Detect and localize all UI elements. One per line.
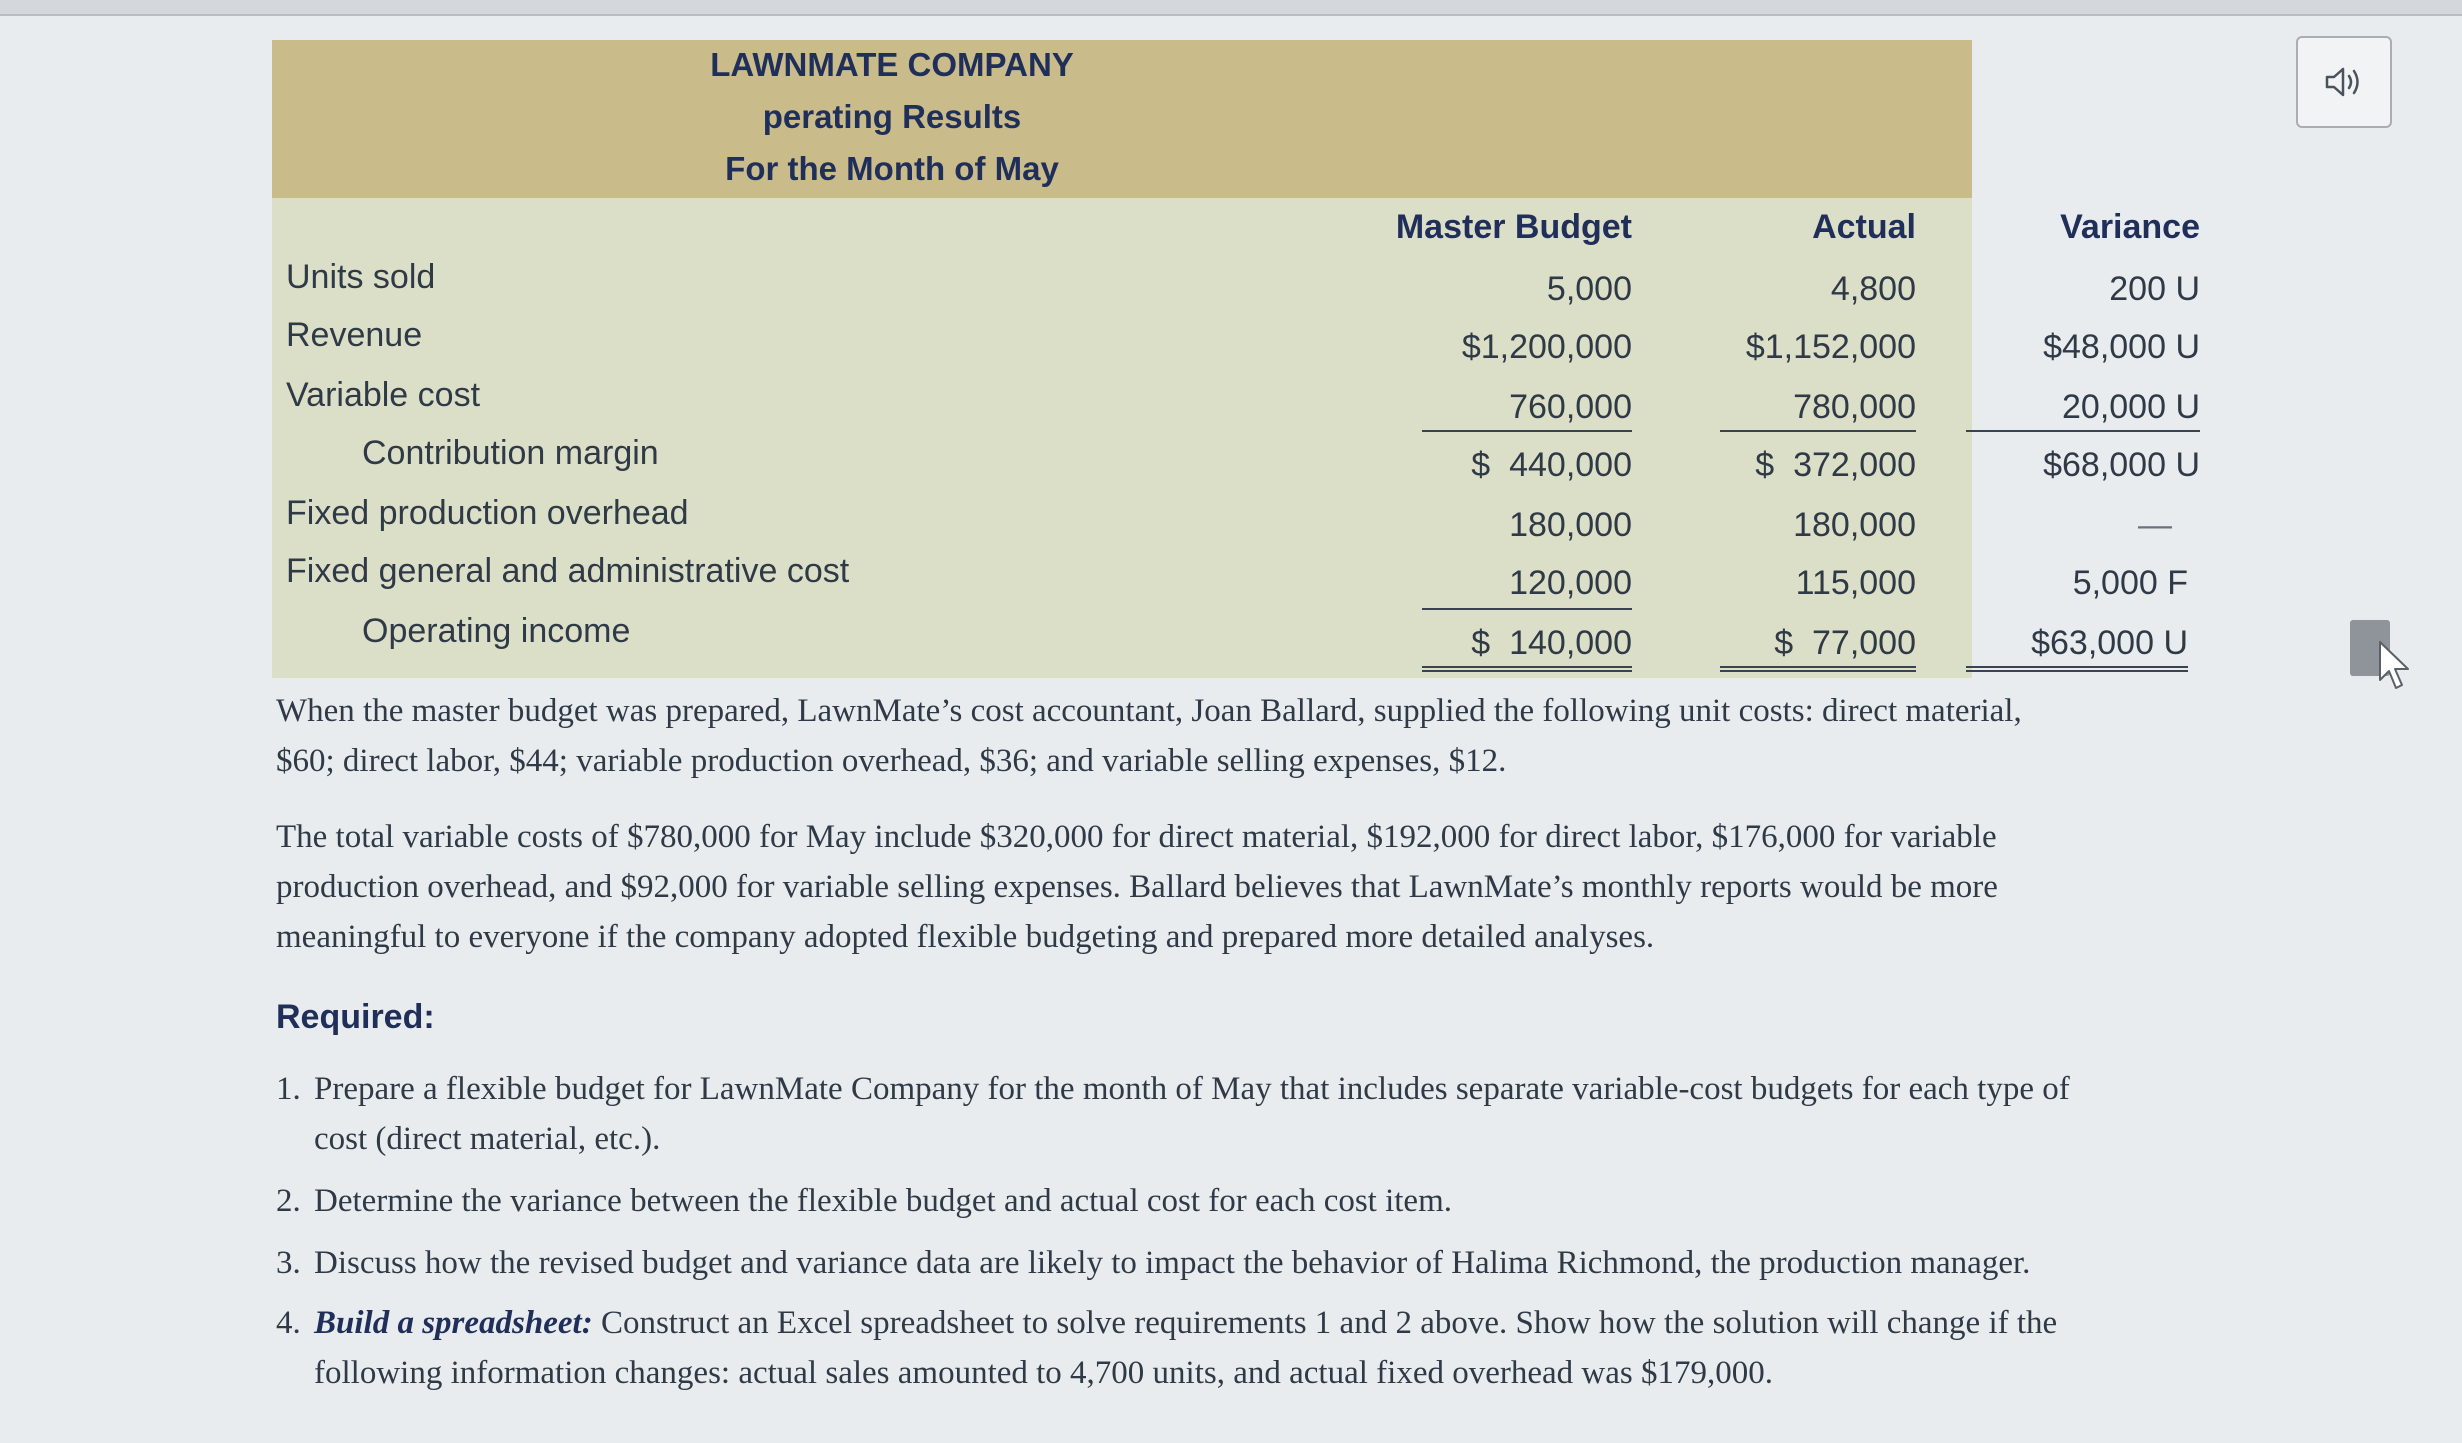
underline-actual-variable-cost bbox=[1720, 430, 1916, 432]
cell-master-variable-cost: 760,000 bbox=[1509, 388, 1632, 426]
underline-master-variable-cost bbox=[1422, 430, 1632, 432]
cell-variance-revenue: $48,000 U bbox=[2043, 328, 2200, 366]
row-label-units-sold: Units sold bbox=[286, 258, 436, 296]
requirement-text-continued: following information changes: actual sales amounted to 4,700 units, and actual fixed overhead was $179,000. bbox=[314, 1355, 1773, 1391]
cell-master-operating-income: $ 140,000 bbox=[1471, 624, 1632, 662]
cell-variance-units-sold: 200 U bbox=[2109, 270, 2200, 308]
cell-master-revenue: $1,200,000 bbox=[1461, 328, 1632, 366]
cell-master-contribution-margin: $ 440,000 bbox=[1471, 446, 1632, 484]
paragraph-unit-costs bbox=[276, 686, 2176, 786]
report-subtitle: perating Results bbox=[762, 98, 1022, 135]
cell-actual-units-sold: 4,800 bbox=[1830, 270, 1916, 308]
operating-results-table bbox=[272, 40, 2200, 678]
requirement-item-2 bbox=[276, 1176, 2196, 1226]
row-label-variable-cost: Variable cost bbox=[286, 376, 481, 414]
column-header-variance: Variance bbox=[2060, 208, 2200, 246]
double-underline-master-operating-income bbox=[1422, 666, 1632, 672]
window-top-border bbox=[0, 0, 2462, 16]
cell-actual-fixed-production-overhead: 180,000 bbox=[1793, 506, 1916, 544]
requirement-item-4 bbox=[276, 1298, 2196, 1398]
requirement-text: Construct an Excel spreadsheet to solve requirements 1 and 2 above. Show how the solution will change if the bbox=[592, 1305, 2058, 1341]
requirement-number: 4. bbox=[276, 1305, 301, 1341]
report-period: For the Month of May bbox=[725, 150, 1059, 187]
cell-actual-fixed-general-admin-cost: 115,000 bbox=[1795, 564, 1916, 602]
company-name: LAWNMATE COMPANY bbox=[710, 46, 1074, 83]
speaker-icon bbox=[2324, 65, 2364, 99]
column-header-master-budget: Master Budget bbox=[1395, 208, 1632, 246]
paragraph-total-variable-costs-line-1: The total variable costs of $780,000 for May include $320,000 for direct material, $192,000 for direct labor, $176,000 for variable bbox=[276, 819, 1997, 855]
paragraph-unit-costs-line-1: When the master budget was prepared, LawnMate’s cost accountant, Joan Ballard, supplied the following unit costs: direct material, bbox=[276, 693, 2022, 729]
cell-master-fixed-production-overhead: 180,000 bbox=[1509, 506, 1632, 544]
cell-variance-operating-income: $63,000 U bbox=[2031, 624, 2188, 662]
row-label-revenue: Revenue bbox=[286, 316, 423, 354]
underline-variance-variable-cost bbox=[1966, 430, 2200, 432]
requirement-text: Discuss how the revised budget and variance data are likely to impact the behavior of Halima Richmond, the production manager. bbox=[314, 1245, 2031, 1281]
requirement-number: 3. bbox=[276, 1245, 301, 1281]
row-label-operating-income: Operating income bbox=[362, 612, 631, 650]
table-header-band bbox=[272, 40, 1972, 198]
row-label-fixed-production-overhead: Fixed production overhead bbox=[286, 494, 689, 532]
cell-master-units-sold: 5,000 bbox=[1546, 270, 1632, 308]
requirement-item-3 bbox=[276, 1238, 2196, 1288]
read-aloud-button[interactable] bbox=[2296, 36, 2392, 128]
requirement-text: Prepare a flexible budget for LawnMate Company for the month of May that includes separate variable-cost budgets for each type of bbox=[314, 1071, 2070, 1107]
paragraph-total-variable-costs-line-2: production overhead, and $92,000 for variable selling expenses. Ballard believes that LawnMate’s monthly reports would be more bbox=[276, 869, 1998, 905]
cell-variance-variable-cost: 20,000 U bbox=[2062, 388, 2200, 426]
requirement-item-1 bbox=[276, 1064, 2196, 1164]
row-label-fixed-general-admin-cost: Fixed general and administrative cost bbox=[286, 552, 850, 590]
cell-variance-fixed-general-admin-cost: 5,000 F bbox=[2072, 564, 2188, 602]
double-underline-variance-operating-income bbox=[1966, 666, 2188, 672]
row-label-contribution-margin: Contribution margin bbox=[362, 434, 659, 472]
double-underline-actual-operating-income bbox=[1720, 666, 1916, 672]
mouse-pointer-icon bbox=[2378, 640, 2414, 692]
paragraph-total-variable-costs-line-3: meaningful to everyone if the company adopted flexible budgeting and prepared more detailed analyses. bbox=[276, 919, 1655, 955]
cell-master-fixed-general-admin-cost: 120,000 bbox=[1509, 564, 1632, 602]
requirement-text: Determine the variance between the flexible budget and actual cost for each cost item. bbox=[314, 1183, 1453, 1219]
requirement-number: 1. bbox=[276, 1071, 301, 1107]
requirement-number: 2. bbox=[276, 1183, 301, 1219]
paragraph-unit-costs-line-2: $60; direct labor, $44; variable production overhead, $36; and variable selling expenses, $12. bbox=[276, 743, 1507, 779]
cell-variance-contribution-margin: $68,000 U bbox=[2043, 446, 2200, 484]
column-header-actual: Actual bbox=[1812, 208, 1916, 246]
underline-master-fixed-admin bbox=[1422, 608, 1632, 610]
requirement-text-continued: cost (direct material, etc.). bbox=[314, 1121, 661, 1157]
cell-actual-variable-cost: 780,000 bbox=[1793, 388, 1916, 426]
cell-variance-fixed-production-overhead: — bbox=[2138, 506, 2172, 544]
required-heading: Required: bbox=[276, 998, 435, 1036]
cell-actual-contribution-margin: $ 372,000 bbox=[1755, 446, 1916, 484]
cell-actual-operating-income: $ 77,000 bbox=[1774, 624, 1916, 662]
requirement-emphasis: Build a spreadsheet: bbox=[314, 1305, 593, 1341]
cell-actual-revenue: $1,152,000 bbox=[1745, 328, 1916, 366]
paragraph-total-variable-costs bbox=[276, 812, 2176, 962]
